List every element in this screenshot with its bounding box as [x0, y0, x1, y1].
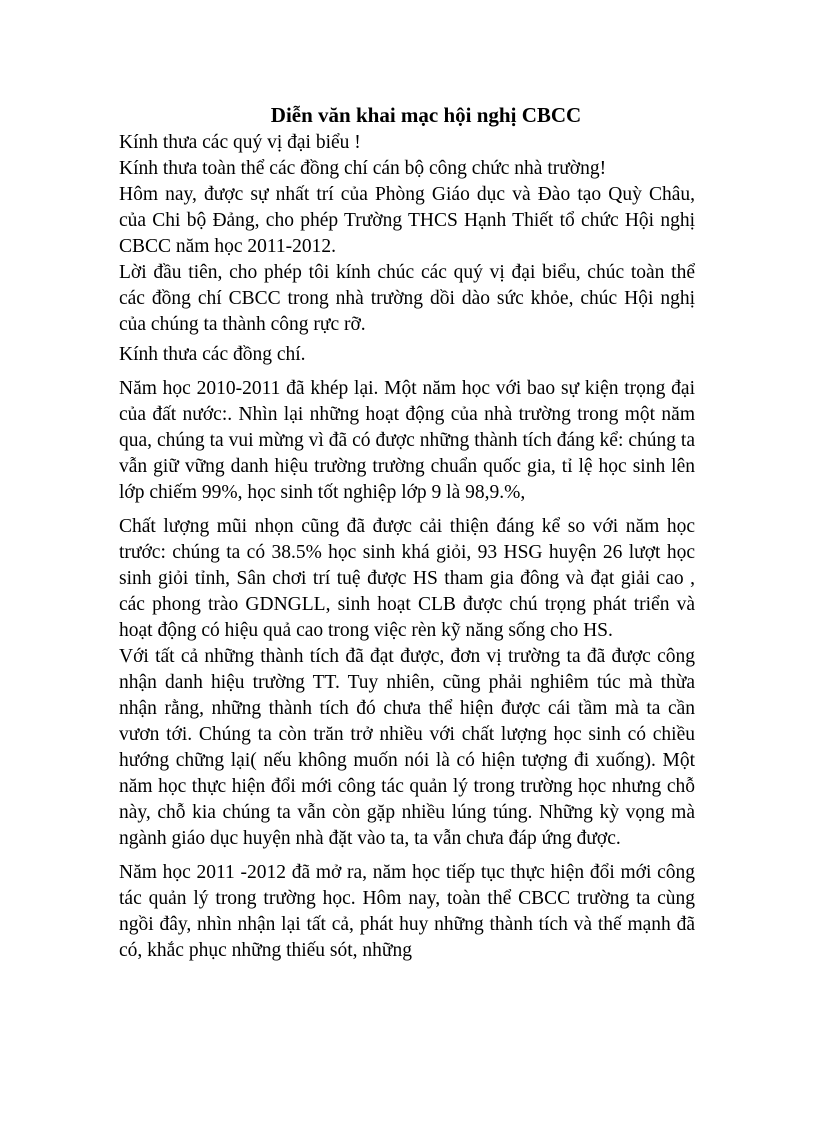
paragraph-greeting-guests: Kính thưa các quý vị đại biểu !	[119, 132, 361, 153]
document-page	[119, 100, 695, 964]
paragraph-address: Kính thưa các đồng chí.	[119, 344, 306, 365]
document-title: Diễn văn khai mạc hội nghị CBCC	[270, 103, 582, 127]
paragraph-last-year-review: Năm học 2010-2011 đã khép lại. Một năm học với bao sự kiện trọng đại của đất nước:. Nhìn lại những hoạt động của nhà trường trong một năm qua, chúng ta vui mừng vì đã có được những thành tích đáng kể: chúng ta vẫn giữ vững danh hiệu trường trường chuẩn quốc gia, tỉ lệ học sinh lên lớp chiếm 99%, học sinh tốt nghiệp lớp 9 là 98,9.%,	[119, 378, 695, 503]
paragraph-greeting-staff: Kính thưa toàn thể các đồng chí cán bộ công chức nhà trường!	[119, 158, 607, 179]
paragraph-achievements-limits: Với tất cả những thành tích đã đạt được, đơn vị trường ta đã được công nhận danh hiệu trường TT. Tuy nhiên, cũng phải nghiêm túc mà thừa nhận rằng, những thành tích đó chưa thể hiện được cái tầm mà ta cần vươn tới. Chúng ta còn trăn trở nhiều với chất lượng học sinh có chiều hướng chững lại( nếu không muốn nói là có hiện tượng đi xuống). Một năm học thực hiện đổi mới công tác quản lý trong trường học nhưng chỗ này, chỗ kia chúng ta vẫn còn gặp nhiều lúng túng. Những kỳ vọng mà ngành giáo dục huyện nhà đặt vào ta, ta vẫn chưa đáp ứng được.	[119, 646, 695, 849]
paragraph-new-year: Năm học 2011 -2012 đã mở ra, năm học tiếp tục thực hiện đổi mới công tác quản lý trong trường học. Hôm nay, toàn thể CBCC trường ta cùng ngồi đây, nhìn nhận lại tất cả, phát huy những thành tích và thế mạnh đã có, khắc phục những thiếu sót, những	[119, 862, 695, 961]
paragraph-quality: Chất lượng mũi nhọn cũng đã được cải thiện đáng kể so với năm học trước: chúng ta có 38.5% học sinh khá giỏi, 93 HSG huyện 26 lượt học sinh giỏi tỉnh, Sân chơi trí tuệ được HS tham gia đông và đạt giải cao , các phong trào GDNGLL, sinh hoạt CLB được chú trọng phát triển và hoạt động có hiệu quả cao trong việc rèn kỹ năng sống cho HS.	[119, 516, 695, 641]
paragraph-introduction: Hôm nay, được sự nhất trí của Phòng Giáo dục và Đào tạo Quỳ Châu, của Chi bộ Đảng, cho phép Trường THCS Hạnh Thiết tổ chức Hội nghị CBCC năm học 2011-2012.	[119, 184, 695, 257]
paragraph-wishes: Lời đầu tiên, cho phép tôi kính chúc các quý vị đại biểu, chúc toàn thể các đồng chí CBCC trong nhà trường dồi dào sức khỏe, chúc Hội nghị của chúng ta thành công rực rỡ.	[119, 262, 695, 335]
